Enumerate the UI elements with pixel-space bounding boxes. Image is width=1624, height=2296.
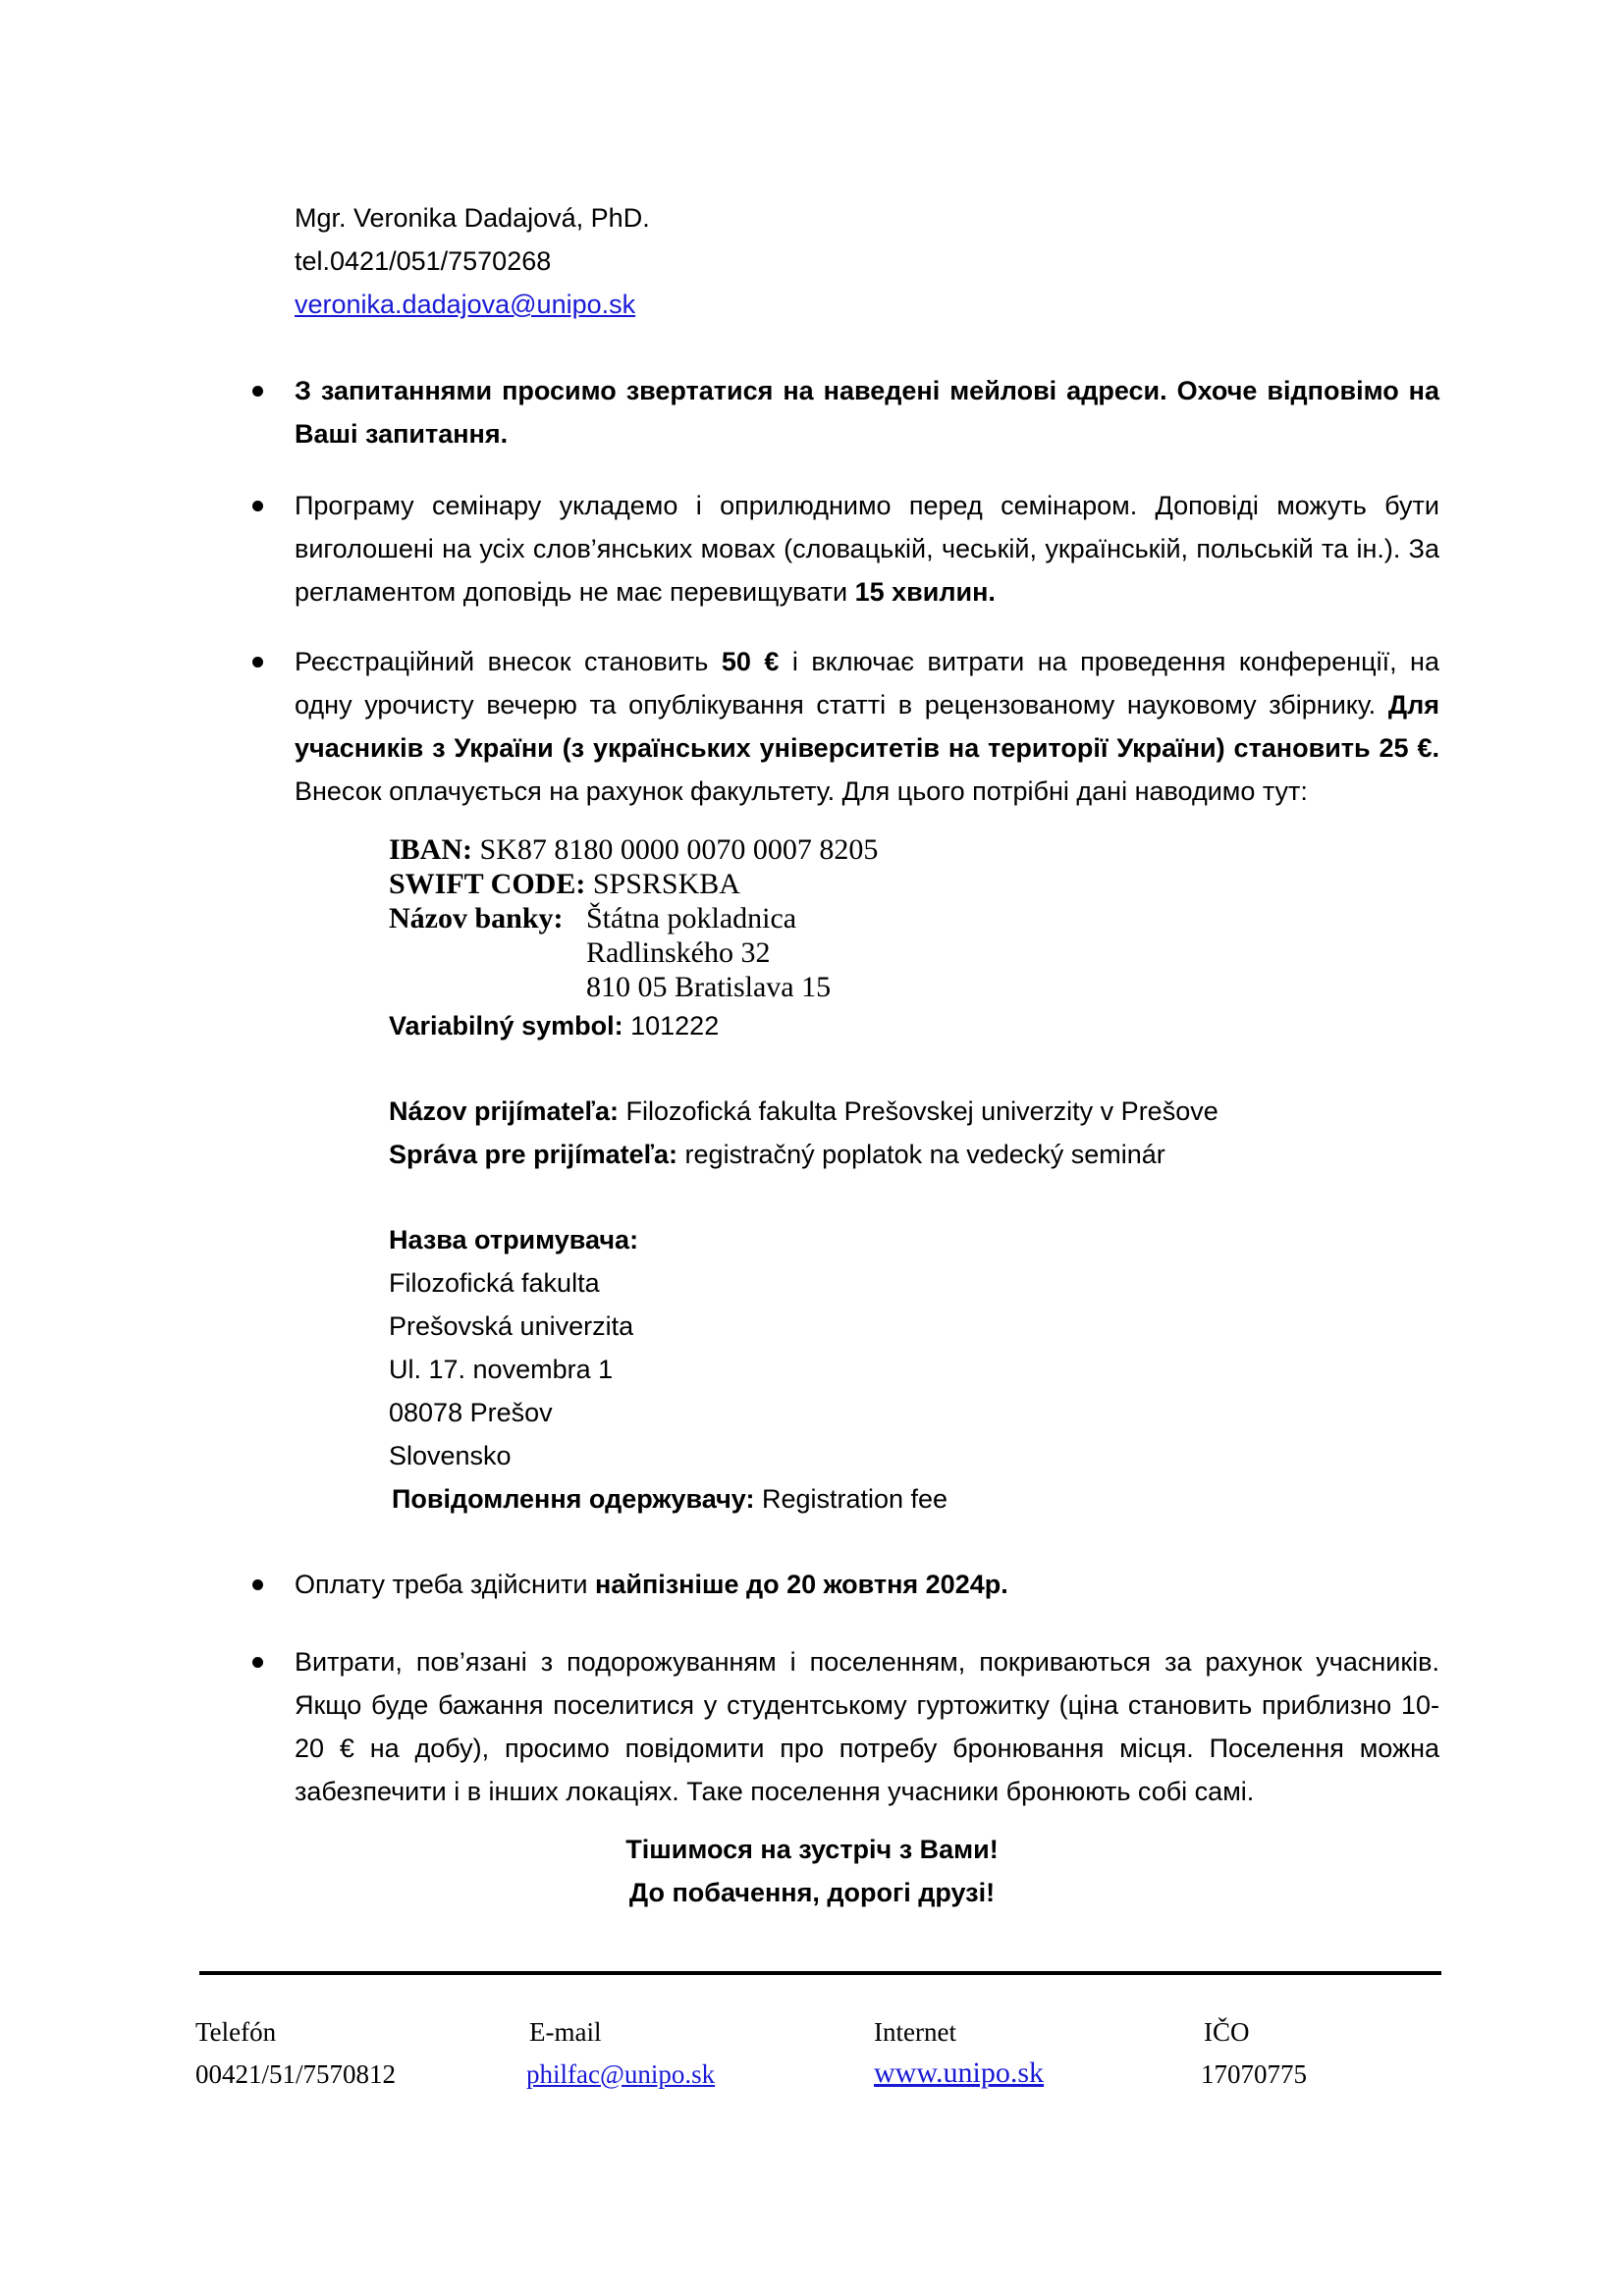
footer-ico: 17070775 (1201, 2059, 1307, 2089)
iban-label: IBAN: (389, 833, 473, 866)
bullet-dot (252, 657, 263, 667)
variable-symbol-label: Variabilný symbol: (389, 1011, 623, 1041)
bank-address-line-2: Radlinského 32 (586, 936, 771, 969)
closing-line-1: Тішимося на зустріч з Вами! (625, 1835, 999, 1864)
recipient-line (389, 1090, 1218, 1133)
questions-paragraph: З запитаннями просимо звертатися на наведені мейлові адреси. Охоче відповімо на Ваші запитання. (295, 376, 1439, 449)
bullet-dot (252, 1657, 263, 1668)
program-paragraph (295, 484, 1439, 614)
recipient-ua-label: Назва отримувача: (389, 1225, 639, 1255)
variable-symbol-value: 101222 (630, 1011, 720, 1041)
message-label: Správa pre prijímateľa: (389, 1140, 678, 1169)
recipient-ua-line: Slovensko (389, 1441, 512, 1470)
recipient-ua-line: Filozofická fakulta (389, 1268, 600, 1298)
recipient-ua-line: 08078 Prešov (389, 1398, 553, 1427)
iban-value: SK87 8180 0000 0070 0007 8205 (479, 833, 879, 866)
footer-email-label: E-mail (529, 2017, 602, 2047)
travel-paragraph: Витрати, пов’язані з подорожуванням і поселенням, покриваються за рахунок учасників. Якщо буде бажання поселитися у студентському гуртожитку (ціна становить приблизно 10-20 € на добу), просимо повідомити про потребу бронювання місця. Поселення можна забезпечити і в інших локаціях. Таке поселення учасники бронюють собі самі. (295, 1647, 1439, 1806)
deadline-paragraph (295, 1563, 1439, 1606)
message-line (389, 1133, 1165, 1176)
fee-text-1: Реєстраційний внесок становить (295, 647, 709, 676)
fee-paragraph (295, 640, 1439, 813)
swift-line (389, 867, 740, 901)
recipient-ua-message-label: Повідомлення одержувачу: (392, 1484, 755, 1514)
swift-label: SWIFT CODE: (389, 868, 586, 900)
iban-line (389, 832, 878, 867)
recipient-ua-line: Prešovská univerzita (389, 1311, 634, 1341)
bank-name-label: Názov banky: (389, 902, 564, 934)
bullet-dot (252, 1579, 263, 1590)
contact-phone: tel.0421/051/7570268 (295, 246, 552, 276)
fee-text-2: і включає витрати на проведення конференції, на одну урочисту вечерю та опублікування статті в рецензованому науковому збірнику. (295, 647, 1439, 720)
recipient-ua-message-value: Registration fee (761, 1484, 948, 1514)
footer-email-link[interactable]: philfac@unipo.sk (526, 2059, 716, 2089)
program-text: Програму семінару укладемо і оприлюднимо перед семінаром. Доповіді можуть бути виголошені на усіх слов’янських мовах (словацькій, чеській, українській, польській та ін.). За регламентом доповідь не має перевищувати (295, 491, 1439, 607)
contact-name: Mgr. Veronika Dadajová, PhD. (295, 203, 650, 233)
bank-address-line-3: 810 05 Bratislava 15 (586, 971, 832, 1003)
footer-ico-label: IČO (1204, 2017, 1250, 2047)
bullet-dot (252, 501, 263, 511)
recipient-ua-line: Ul. 17. novembra 1 (389, 1355, 614, 1384)
variable-symbol-line (389, 1004, 719, 1047)
message-value: registračný poplatok na vedecký seminár (684, 1140, 1165, 1169)
program-duration: 15 хвилин. (854, 577, 996, 607)
footer-phone-label: Telefón (195, 2017, 277, 2047)
footer-internet-label: Internet (874, 2017, 956, 2047)
footer-phone: 00421/51/7570812 (195, 2059, 397, 2089)
deadline-text: Оплату треба здійснити (295, 1570, 588, 1599)
swift-value: SPSRSKBA (592, 868, 740, 900)
footer-website-link[interactable]: www.unipo.sk (874, 2056, 1045, 2089)
footer-divider (199, 1971, 1441, 1975)
fee-text-3: Внесок оплачується на рахунок факультету. Для цього потрібні дані наводимо тут: (295, 776, 1308, 806)
fee-ukraine: Для учасників з України (з українських університетів на території України) становить 25 €. (295, 690, 1439, 763)
contact-email-link[interactable]: veronika.dadajova@unipo.sk (295, 290, 636, 319)
recipient-label: Názov prijímateľa: (389, 1096, 619, 1126)
recipient-value: Filozofická fakulta Prešovskej univerzity v Prešove (625, 1096, 1218, 1126)
closing-line-2: До побачення, дорогі друзі! (628, 1878, 996, 1907)
recipient-ua-message-line (392, 1477, 947, 1521)
fee-amount: 50 € (721, 647, 780, 676)
bank-name-line-1: Štátna pokladnica (586, 902, 797, 934)
bullet-dot (252, 386, 263, 397)
deadline-date: найпізніше до 20 жовтня 2024р. (595, 1570, 1008, 1599)
